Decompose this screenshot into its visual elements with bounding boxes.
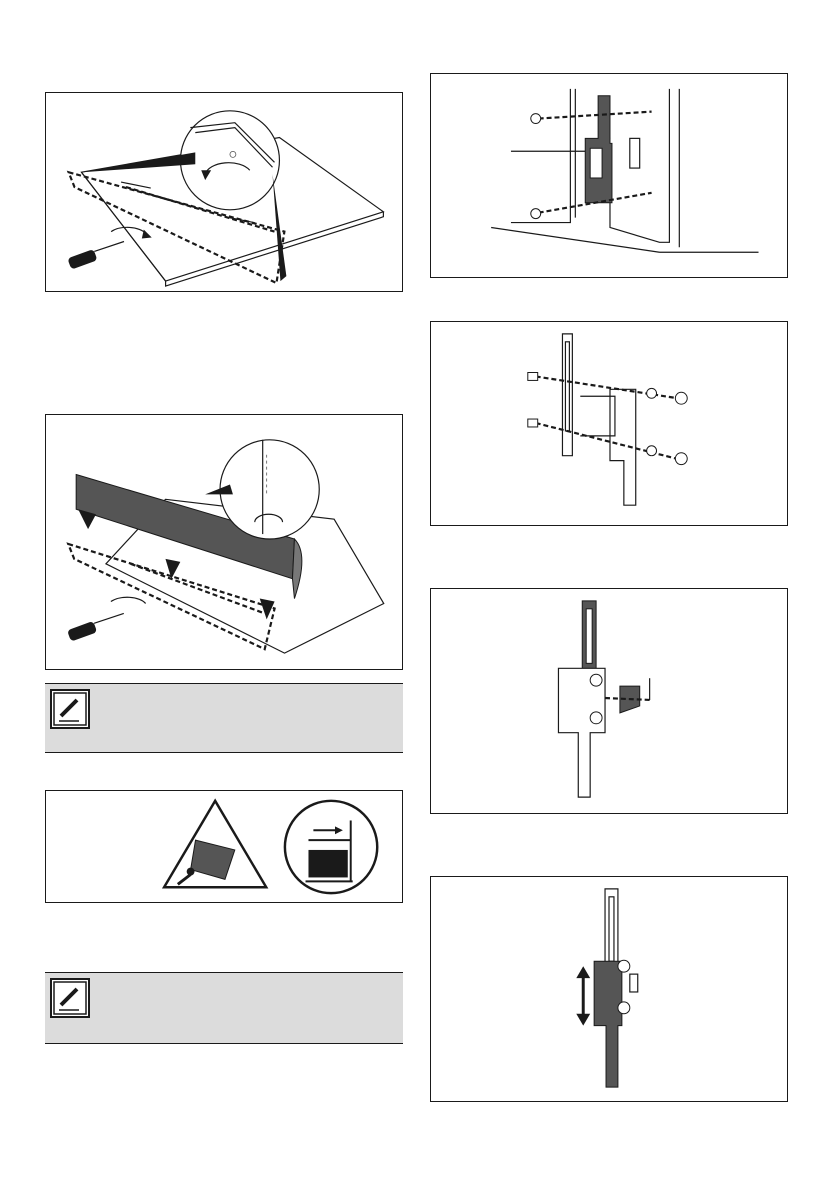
- bolt-icon: [590, 712, 602, 724]
- figure-7: [430, 876, 788, 1102]
- screwdriver-icon: [67, 613, 124, 641]
- bracket-icon: [580, 389, 635, 505]
- figure-7-drawing: [431, 877, 787, 1101]
- figure-2-drawing: [46, 415, 402, 669]
- pencil-note-icon: [49, 977, 91, 1019]
- bracket-icon: [594, 961, 622, 1087]
- figure-4: [430, 73, 788, 278]
- screw-icon: [531, 114, 541, 124]
- double-arrow-icon: [576, 966, 590, 1025]
- figure-5: [430, 321, 788, 526]
- figure-6: [430, 588, 788, 814]
- bolt-icon: [528, 373, 538, 381]
- figure-3: [45, 790, 403, 903]
- figure-5-drawing: [431, 322, 787, 525]
- nut-icon: [647, 388, 688, 464]
- bolt-icon: [528, 419, 538, 427]
- figure-4-drawing: [431, 74, 787, 277]
- bracket-icon: [585, 96, 612, 203]
- figure-3-drawing: [46, 791, 402, 902]
- bolt-icon: [590, 674, 602, 686]
- figure-6-drawing: [431, 589, 787, 813]
- bracket-icon: [558, 601, 605, 797]
- tip-over-warning-icon: [164, 801, 266, 887]
- note-box-1: [45, 683, 403, 753]
- anti-tip-bracket-icon: [285, 801, 377, 893]
- figure-1: [45, 92, 403, 292]
- figure-1-drawing: [46, 93, 402, 291]
- screwdriver-icon: [67, 242, 124, 270]
- figure-2: [45, 414, 403, 670]
- screw-icon: [531, 209, 541, 219]
- pencil-note-icon: [49, 688, 91, 730]
- note-box-2: [45, 972, 403, 1044]
